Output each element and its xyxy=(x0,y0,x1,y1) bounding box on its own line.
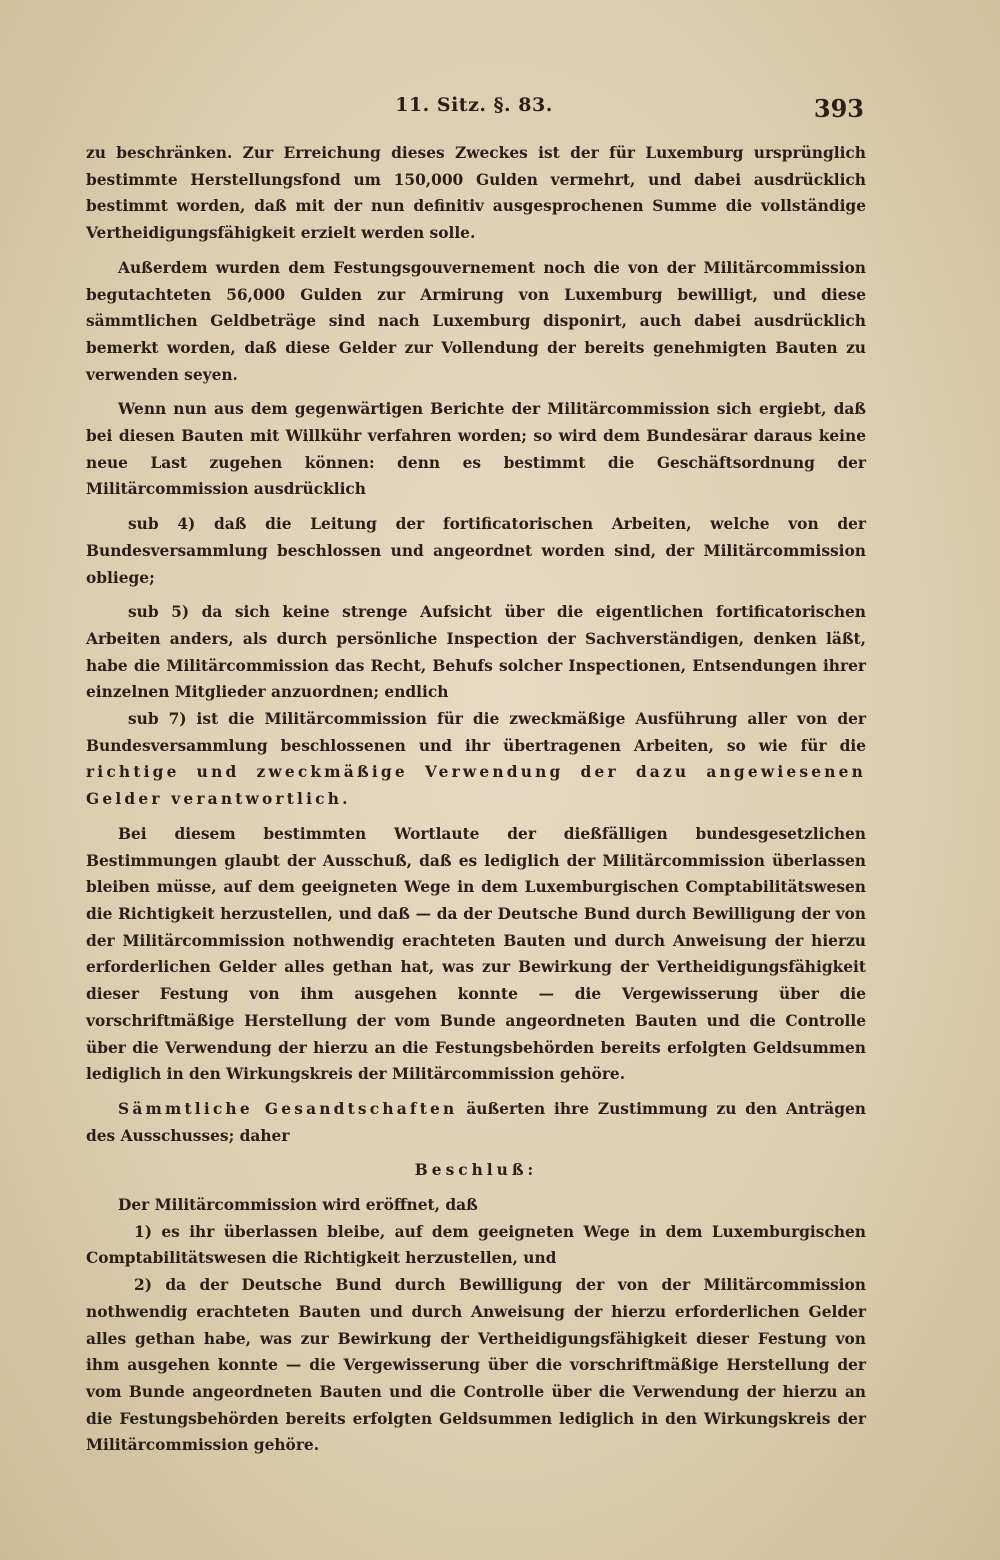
paragraph-2: Außerdem wurden dem Festungsgouvernement noch die von der Militärcommission begutachteten 56,000 Gulden zur Armirung von Luxemburg bewilligt, und diese sämmtlichen Geldbeträge sind nach Luxemburg disponirt, auch dabei ausdrücklich bemerkt worden, daß diese Gelder zur Vollendung der bereits genehmigten Bauten zu verwenden seyen. xyxy=(86,258,866,384)
paragraph-1: zu beschränken. Zur Erreichung dieses Zweckes ist der für Luxemburg ursprünglich bestimmte Herstellungsfond um 150,000 Gulden vermehrt, und dabei ausdrücklich bestimmt worden, daß mit der nun definitiv ausgesprochenen Summe die vollständige Vertheidigungsfähigkeit erzielt werden solle. xyxy=(86,144,866,243)
paragraph-ausschuss: Bei diesem bestimmten Wortlaute der dießfälligen bundesgesetzlichen Bestimmungen glaubt der Ausschuß, daß es lediglich der Militärcommission überlassen bleiben müsse, auf dem geeigneten Wege in dem Luxemburgischen Comptabilitätswesen die Richtigkeit herzustellen, und daß — da der Deutsche Bund durch Bewilligung der von der Militärcommission nothwendig erachteten Bauten und durch Anweisung der hierzu erforderlichen Gelder alles gethan hat, was zur Bewirkung der Vertheidigungsfähigkeit dieser Festung von ihm ausgehen konnte — die Vergewisserung über die vorschriftmäßige Herstellung der vom Bunde angeordneten Bauten und die Controlle über die Verwendung der hierzu an die Festungsbehörden bereits erfolgten Geldsummen lediglich in den Wirkungskreis der Militärcommission gehöre. xyxy=(86,824,866,1084)
page-number: 393 xyxy=(813,94,864,123)
sub-item-7-text: sub 7) ist die Militärcommission für die zweckmäßige Ausführung aller von der Bundesversammlung beschlossenen und ihr übertragenen Arbeiten, so wie für die xyxy=(86,710,866,755)
beschluss-item-1: 1) es ihr überlassen bleibe, auf dem geeigneten Wege in dem Luxemburgischen Comptabilitätswesen die Richtigkeit herzustellen, und xyxy=(86,1222,866,1268)
paragraph-gesandtschaften-text: äußerten ihre Zustimmung zu den Anträgen des Ausschusses; daher xyxy=(86,1099,866,1145)
emphasis-gesandtschaften: Sämmtliche Gesandtschaften xyxy=(118,1099,458,1118)
sub-item-4: sub 4) daß die Leitung der fortificatorischen Arbeiten, welche von der Bundesversammlung beschlossen und angeordnet worden sind, der Militärcommission obliege; xyxy=(86,515,866,587)
beschluss-heading: Beschluß: xyxy=(414,1161,538,1180)
paragraph-3: Wenn nun aus dem gegenwärtigen Berichte der Militärcommission sich ergiebt, daß bei diesen Bauten mit Willkühr verfahren worden; so wird dem Bundesärar daraus keine neue Last zugehen können: denn es bestimmt die Geschäftsordnung der Militärcommission ausdrücklich xyxy=(86,400,866,499)
sub-item-7 xyxy=(86,706,866,813)
running-head: 11. Sitz. §. 83. xyxy=(395,94,553,116)
page-header xyxy=(84,94,864,134)
sub-item-7-emphasis: richtige und zweckmäßige Verwendung der dazu angewiesenen Gelder verantwortlich. xyxy=(86,763,866,809)
beschluss-intro: Der Militärcommission wird eröffnet, daß xyxy=(118,1196,478,1215)
beschluss-item-2: 2) da der Deutsche Bund durch Bewilligung der von der Militärcommission nothwendig erachteten Bauten und durch Anweisung der hierzu erforderlichen Gelder alles gethan habe, was zur Bewirkung der Vertheidigungsfähigkeit dieser Festung von ihm ausgehen konnte — die Vergewisserung über die vorschriftmäßige Herstellung der vom Bunde angeordneten Bauten und die Controlle über die Verwendung der hierzu an die Festungsbehörden bereits erfolgten Geldsummen lediglich in den Wirkungskreis der Militärcommission gehöre. xyxy=(86,1276,866,1455)
document-body xyxy=(86,140,866,1459)
sub-item-5: sub 5) da sich keine strenge Aufsicht über die eigentlichen fortificatorischen Arbeiten anders, als durch persönliche Inspection der Sachverständigen, denken läßt, habe die Militärcommission das Recht, Behufs solcher Inspectionen, Entsendungen ihrer einzelnen Mitglieder anzuordnen; endlich xyxy=(86,603,866,702)
paragraph-gesandtschaften xyxy=(86,1096,866,1149)
